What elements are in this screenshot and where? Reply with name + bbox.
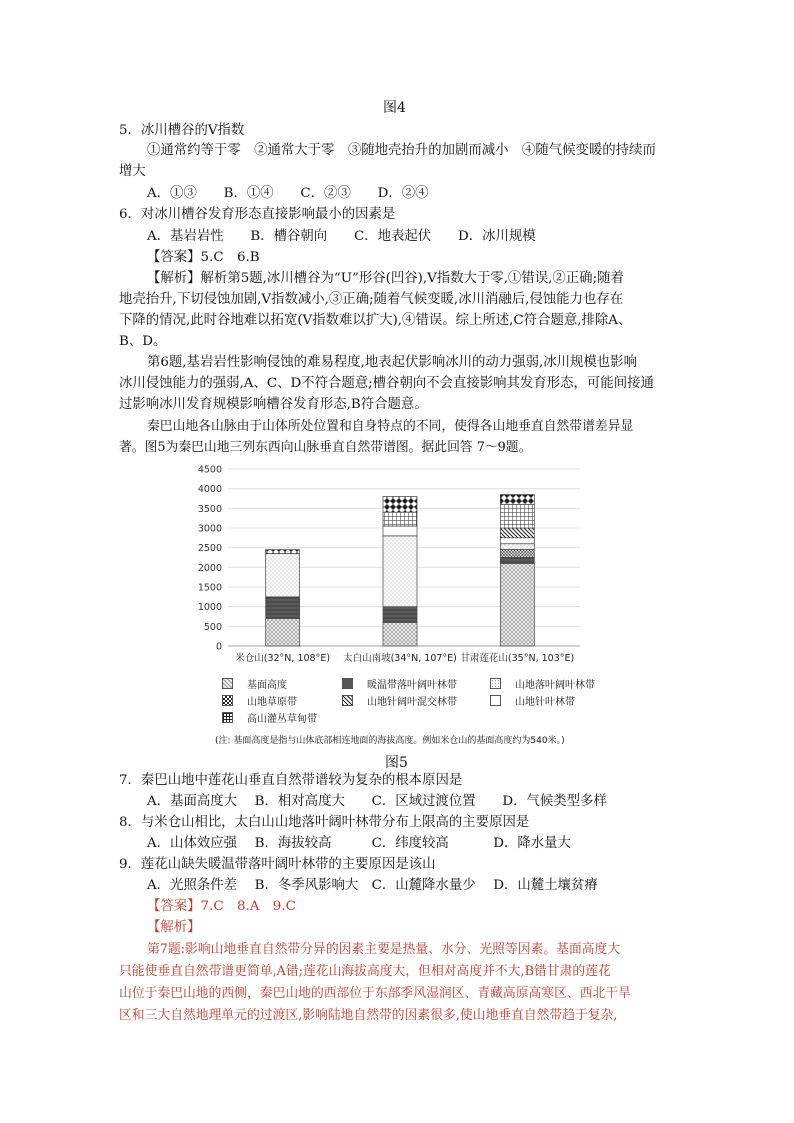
q9-stem: 9．莲花山缺失暖温带落叶阔叶林带的主要原因是该山 [119,857,436,872]
y-tick-label: 2000 [197,562,222,574]
figure-5-caption: 图5 [385,755,408,771]
y-tick-label: 4500 [197,464,222,476]
q5-options-cont: 增大 [119,164,146,179]
q6-choices: A．基岩岩性 B．槽谷朝向 C．地表起伏 D．冰川规模 [147,229,536,244]
legend-label: 基面高度 [247,680,287,691]
answer-7-9: 【答案】7.C 8.A 9.C [147,899,296,914]
answer-5-6: 【答案】5.C 6.B [147,250,260,265]
bar-segment [383,607,417,623]
q9-choices: A．光照条件差 B．冬季风影响大 C．山麓降水量少 D．山麓土壤贫瘠 [147,878,598,893]
legend-swatch [490,695,501,706]
bar-segment [383,512,417,526]
y-tick-label: 1500 [197,582,222,594]
bar-segment [500,504,534,528]
legend-swatch [342,678,353,689]
bar-segment [266,550,300,554]
legend-swatch [222,695,233,706]
x-category-label: 太白山南坡(34°N, 107°E) [343,653,457,664]
bar-segment [500,495,534,505]
analysis-7-line1: 第7题:影响山地垂直自然带分异的因素主要是热量、水分、光照等因素。基面高度大 [147,942,621,957]
y-tick-label: 2500 [197,543,222,555]
bar-segment [383,497,417,513]
legend-swatch [222,712,233,723]
legend-item-alpine-meadow [222,710,317,725]
analysis-5-line4: B、D。 [119,334,167,349]
analysis-5-line1: 【解析】解析第5题,冰川槽谷为“U”形谷(凹谷),V指数大于零,①错误,②正确;随着 [147,271,624,286]
analysis-6-line2: 冰川侵蚀能力的强弱,A、C、D不符合题意;槽谷朝向不会直接影响其发育形态，可能间接通 [119,376,654,391]
bar-segment [500,558,534,564]
q6-stem: 6．对冰川槽谷发育形态直接影响最小的因素是 [119,207,396,222]
analysis-5-line2: 地壳抬升,下切侵蚀加剧,V指数减小,③正确;随着气候变暖,冰川消融后,侵蚀能力也存在 [119,292,624,307]
bar-segment [383,536,417,607]
x-category-label: 米仓山(32°N, 108°E) [235,653,331,664]
legend-label: 山地针叶林带 [515,697,575,708]
analysis-7-line2: 只能使垂直自然带谱更简单,A错;莲花山海拔高度大，但相对高度并不大,B错甘肃的莲花 [119,964,611,979]
bar-segment [266,597,300,619]
y-tick-label: 0 [215,641,222,653]
chart-note: (注: 基面高度是指与山体底部相连地面的海拔高度。例如米仓山的基面高度约为540米。) [215,736,565,746]
analysis-label: 【解析】 [147,920,201,935]
analysis-5-line3: 下降的情况,此时谷地难以拓宽(V指数难以扩大),④错误。综上所述,C符合题意,排除A、 [119,313,632,328]
intro-line1: 秦巴山地各山脉由于山体所处位置和自身特点的不同，使得各山地垂直自然带谱差异显 [147,419,634,434]
q8-stem: 8．与米仓山相比，太白山山地落叶阔叶林带分布上限高的主要原因是 [119,815,530,830]
bar-segment [500,528,534,538]
q8-choices: A．山体效应强 B．海拔较高 C．纬度较高 D．降水量大 [147,836,571,851]
legend-item-base [222,676,287,691]
legend-label: 高山灌丛草甸带 [247,714,317,725]
bar-segment [383,526,417,536]
intro-line2: 著。图5为秦巴山地三列东西向山脉垂直自然带谱图。据此回答 7～9题。 [119,440,532,455]
bar-segment [266,618,300,646]
legend-swatch [342,695,353,706]
legend-label: 山地落叶阔叶林带 [515,680,595,691]
x-category-label: 甘肃莲花山(35°N, 103°E) [460,653,575,664]
q5-choices: A．①③ B．①④ C．②③ D．②④ [147,186,429,201]
figure-4-caption: 图4 [383,100,406,116]
legend-item-steppe [222,693,297,708]
legend-swatch [490,678,501,689]
q5-stem: 5．冰川槽谷的V指数 [119,123,245,138]
q7-choices: A．基面高度大 B．相对高度大 C．区域过渡位置 D．气候类型多样 [147,794,607,809]
legend-label: 山地针阔叶混交林带 [367,697,457,708]
legend-label: 暖温带落叶阔叶林带 [367,680,457,691]
legend-item-mountain-broadleaf [490,676,595,691]
legend-label: 山地草原带 [247,697,297,708]
legend-item-mixed-forest [342,693,457,708]
bar-segment [500,544,534,550]
q7-stem: 7．秦巴山地中莲花山垂直自然带谱较为复杂的根本原因是 [119,773,463,788]
legend-item-warm-broadleaf [342,676,457,691]
analysis-7-line4: 区和三大自然地理单元的过渡区,影响陆地自然带的因素很多,使山地垂直自然带趋于复杂, [119,1008,618,1023]
y-tick-label: 3500 [197,503,222,515]
y-tick-label: 4000 [197,484,222,496]
bar-segment [500,563,534,646]
legend-item-conifer [490,693,575,708]
bar-segment [500,538,534,544]
analysis-6-line1: 第6题,基岩岩性影响侵蚀的难易程度,地表起伏影响冰川的动力强弱,冰川规模也影响 [147,355,637,370]
bar-segment [383,622,417,646]
analysis-6-line3: 过影响冰川发育规模影响槽谷发育形态,B符合题意。 [119,397,428,412]
bar-segment [500,550,534,558]
q5-options: ①通常约等于零 ②通常大于零 ③随地壳抬升的加剧而减小 ④随气候变暖的持续而 [147,143,656,158]
y-tick-label: 500 [203,621,222,633]
bar-segment [266,554,300,597]
y-tick-label: 3000 [197,523,222,535]
y-tick-label: 1000 [197,602,222,614]
analysis-7-line3: 山位于秦巴山地的西侧，秦巴山地的西部位于东部季风湿润区、青藏高原高寒区、西北干旱 [119,986,631,1001]
legend-swatch [222,678,233,689]
